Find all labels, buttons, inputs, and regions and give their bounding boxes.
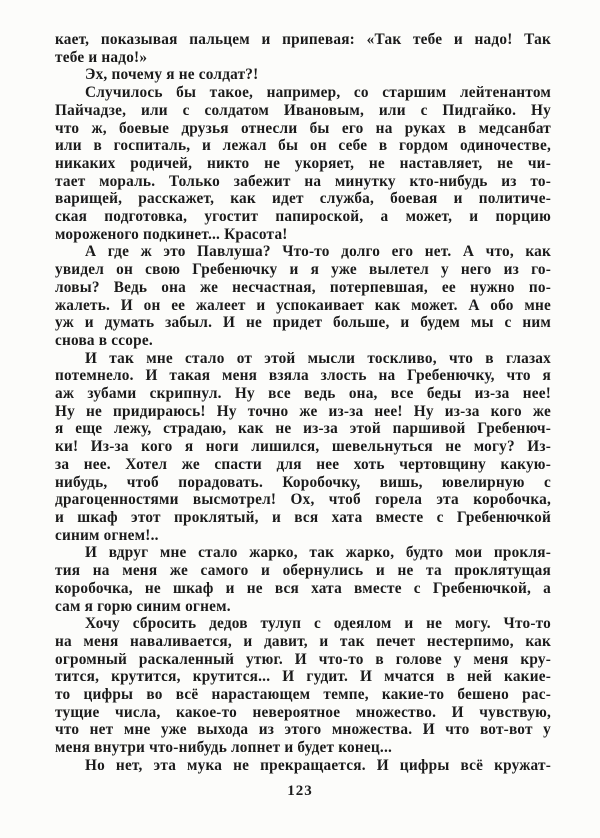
text-line: кает, показывая пальцем и припевая: «Так тебе и надо! Так xyxy=(55,31,551,48)
text-line: уж и думать забыл. И не придет больше, и будем мы с ним xyxy=(55,314,551,332)
text-line: на меня наваливается, и давит, и так печет нестерпимо, как xyxy=(55,632,551,650)
text-line: Эх, почему я не солдат?! xyxy=(85,66,259,84)
text-line: то цифры во всё нарастающем темпе, какие-то бешено рас- xyxy=(55,686,551,704)
text-line: нибудь, чтоб порадовать. Коробочку, вишь, ювелирную с xyxy=(55,473,551,491)
text-line: тущие числа, какое-то невероятное множество. И чувствую, xyxy=(55,703,551,721)
text-line: жалеть. И он ее жалеет и успокаивает как может. А обо мне xyxy=(55,296,551,314)
text-line: меня внутри что-нибудь лопнет и будет конец... xyxy=(55,739,392,757)
text-line: Случилось бы такое, например, со старшим лейтенантом xyxy=(85,84,551,102)
text-line: ская подготовка, угостит папироской, а может, и порцию xyxy=(55,208,551,226)
text-line: сам я горю синим огнем. xyxy=(55,597,231,615)
text-line: мороженого подкинет... Красота! xyxy=(55,225,288,243)
text-line: снова в ссоре. xyxy=(55,331,153,349)
text-line: тает мораль. Только забежит на минутку кто-нибудь из то- xyxy=(55,172,551,190)
text-line: коробочка, не шкаф и не вся хата вместе с Гребенючкой, а xyxy=(55,579,551,597)
text-line: И вдруг мне стало жарко, так жарко, будто мои прокля- xyxy=(85,544,551,562)
text-line: драгоценностями высмотрел! Ох, чтоб горела эта коробочка, xyxy=(55,491,551,509)
text-line: Но нет, эта мука не прекращается. И цифры всё кружат- xyxy=(85,756,551,774)
text-line: что нет мне уже выхода из этого множества. И что вот-вот у xyxy=(55,721,551,739)
text-line: что ж, боевые друзья отнесли бы его на руках в медсанбат xyxy=(55,119,551,137)
text-line: варищей, расскажет, как идет служба, боевая и политиче- xyxy=(55,190,551,208)
text-line: И так мне стало от этой мысли тоскливо, что в глазах xyxy=(85,349,551,367)
text-line: потемнело. И такая меня взяла злость на Гребенючку, что я xyxy=(55,367,551,385)
text-line: Пайчадзе, или с солдатом Ивановым, или с Пидгайко. Ну xyxy=(55,101,551,119)
text-line: ки! Из-за кого я ноги лишился, шевельнуться не могу? Из- xyxy=(55,438,551,456)
text-line: или в госпиталь, и лежал бы он себе в гордом одиночестве, xyxy=(55,137,551,155)
text-line: аж зубами скрипнул. Ну все ведь она, все беды из-за нее! xyxy=(55,385,551,403)
text-line: я еще лежу, страдаю, как не из-за этой паршивой Гребенюч- xyxy=(55,420,551,438)
text-line: огромный раскаленный утюг. И что-то в голове у меня кру- xyxy=(55,650,551,668)
text-line: тится, крутится, крутится... И гудит. И мчатся в ней какие- xyxy=(55,668,551,686)
text-line: никаких родичей, никто не укоряет, не наставляет, не чи- xyxy=(55,154,551,172)
text-line: тебе и надо!» xyxy=(55,48,148,66)
text-line: А где ж это Павлуша? Что-то долго его нет. А что, как xyxy=(85,243,551,261)
text-line: увидел он свою Гребенючку и я уже вылетел у него из го- xyxy=(55,261,551,279)
text-line: синим огнем!.. xyxy=(55,526,159,544)
text-line: Ну не придираюсь! Ну точно же из-за нее! Ну из-за кого же xyxy=(55,402,551,420)
text-line: ловы? Ведь она же несчастная, потерпевшая, ее нужно по- xyxy=(55,278,551,296)
text-line: и шкаф этот проклятый, и вся хата вместе с Гребенючкой xyxy=(55,508,551,526)
text-line: тия на меня же самого и обернулись и не та проклятущая xyxy=(55,562,551,580)
page-text-block xyxy=(55,31,551,775)
text-line: Хочу сбросить дедов тулуп с одеялом и не могу. Что-то xyxy=(85,615,551,633)
page-number: 123 xyxy=(287,783,313,799)
text-line: за нее. Хотел же спасти для нее хоть чертовщину какую- xyxy=(55,455,551,473)
